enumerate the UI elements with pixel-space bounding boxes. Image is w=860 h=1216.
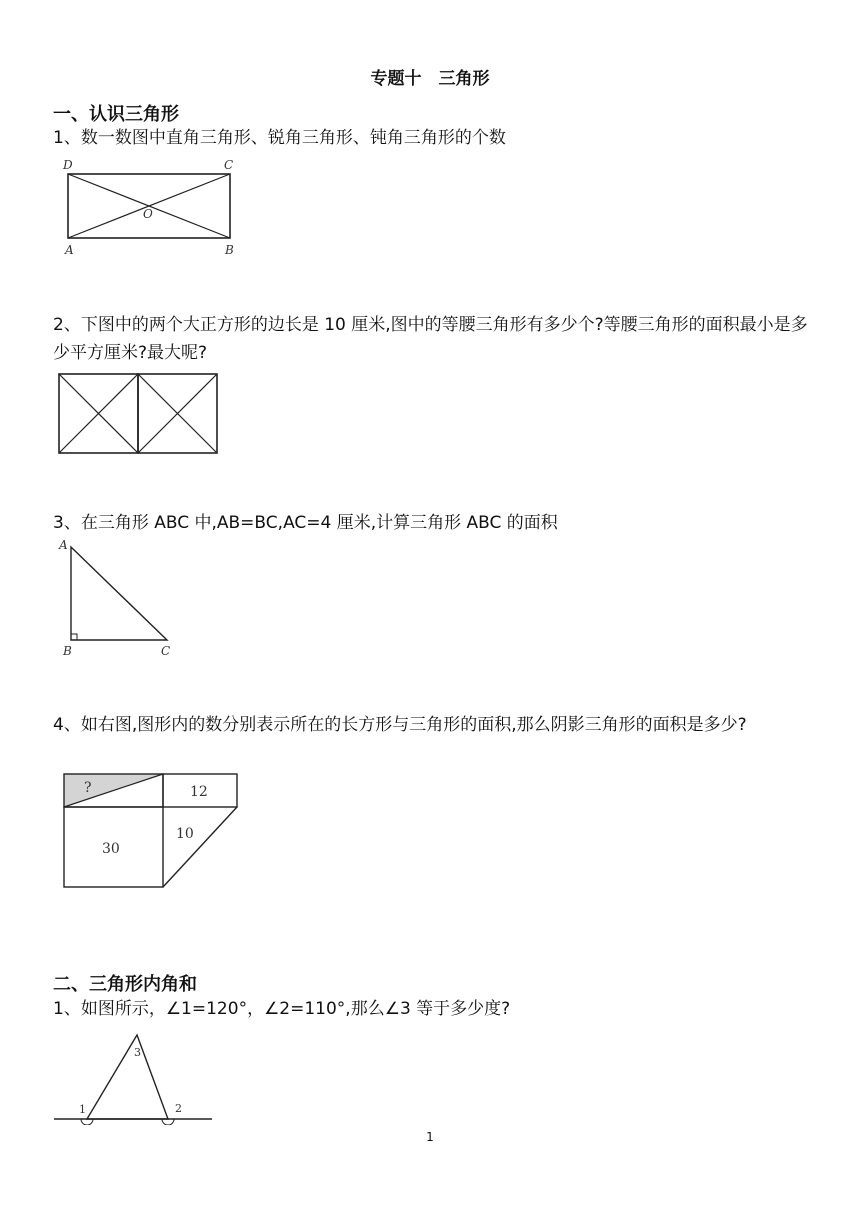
area-composite-figure [60,770,245,892]
label-c: C [161,644,171,658]
area-label-12: 12 [190,784,208,800]
question-2-1-text: 1、如图所示，∠1=120°，∠2=110°,那么∠3 等于多少度? [53,999,511,1019]
label-o: O [143,207,153,221]
right-triangle-figure [55,535,185,660]
label-a: A [65,243,74,257]
rectangle-diagonals-figure [55,156,255,260]
label-d: D [63,158,73,172]
section-heading-recognize-triangles: 一、认识三角形 [53,104,179,125]
page-title: 专题十 三角形 [370,69,490,89]
unknown-area-mark: ? [84,780,92,796]
page-number: 1 [426,1130,434,1144]
angle-label-3: 3 [134,1046,141,1059]
question-1-4-text: 4、如右图,图形内的数分别表示所在的长方形与三角形的面积,那么阴影三角形的面积是多少? [53,715,747,735]
label-b: B [225,243,234,257]
section-heading-interior-angles: 二、三角形内角和 [53,974,197,995]
question-1-1-text: 1、数一数图中直角三角形、锐角三角形、钝角三角形的个数 [53,128,506,148]
two-squares-figure [55,370,225,458]
label-c: C [224,158,234,172]
angle-label-1: 1 [79,1103,86,1116]
label-b: B [63,644,72,658]
question-1-3-text: 3、在三角形 ABC 中,AB=BC,AC=4 厘米,计算三角形 ABC 的面积 [53,513,558,533]
angle-label-2: 2 [175,1102,182,1115]
area-label-30: 30 [102,841,120,857]
triangle-exterior-angles-figure [50,1030,220,1125]
area-label-10: 10 [176,826,194,842]
label-a: A [59,538,68,552]
question-1-2-text: 2、下图中的两个大正方形的边长是 10 厘米,图中的等腰三角形有多少个?等腰三角形的面积最小是多少平方厘米?最大呢? [53,315,808,363]
